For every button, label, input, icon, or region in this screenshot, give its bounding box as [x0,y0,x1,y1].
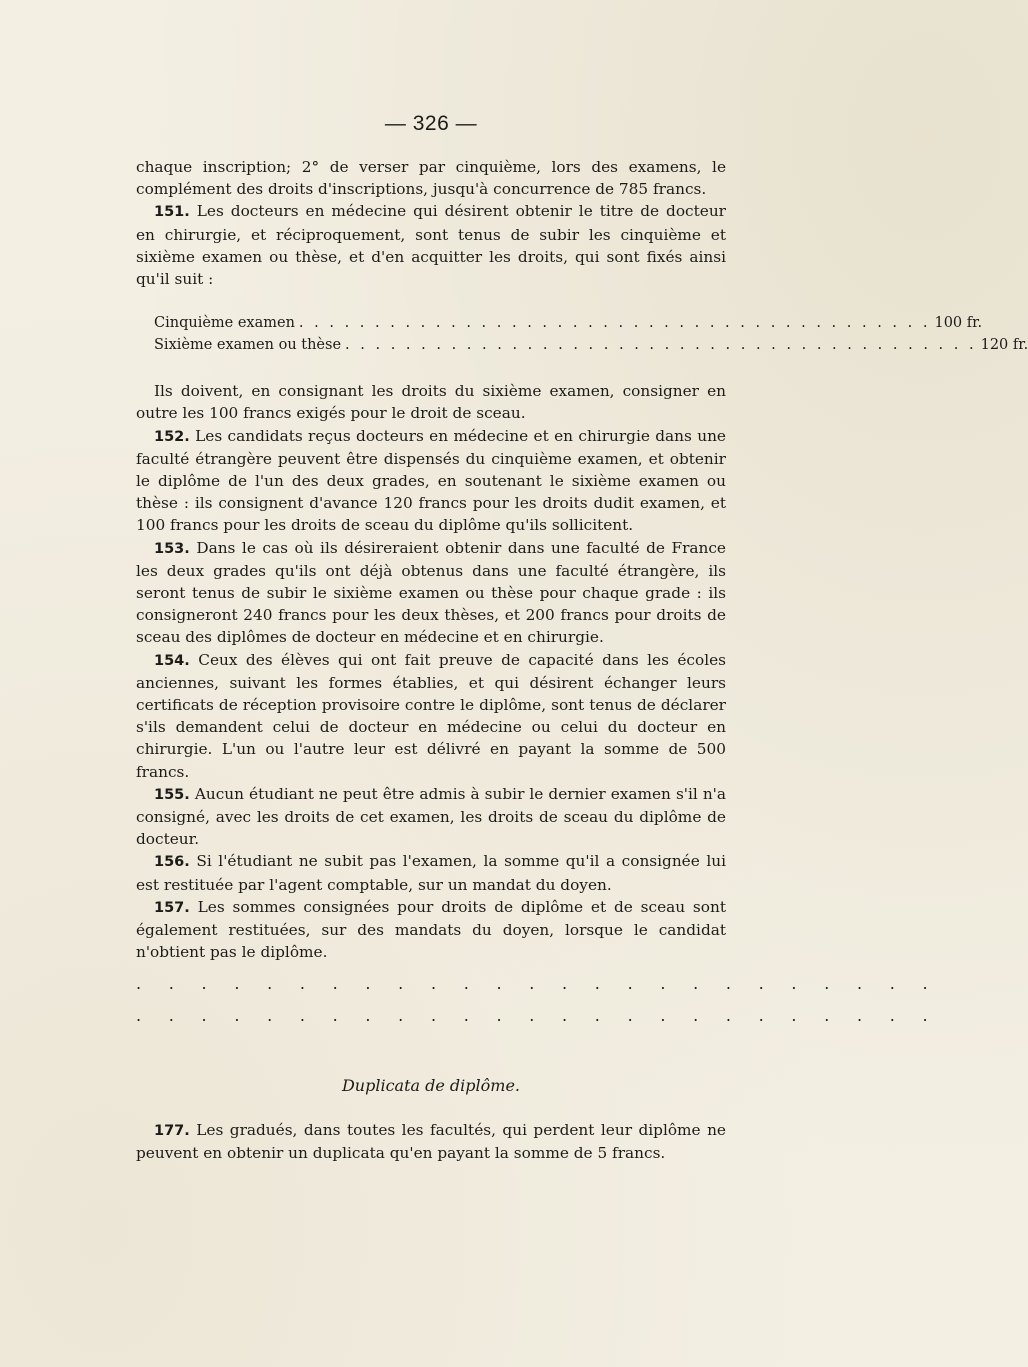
fee-label: Sixième examen ou thèse [154,337,342,354]
article-number: 155. [154,786,190,803]
article-text: Ceux des élèves qui ont fait preuve de capacité dans les écoles anciennes, suivant les formes établies, et qui désirent échanger leurs certificats de réception provisoire contre le diplôme, sont tenus de déclarer s'ils demandent celui de docteur en médecine ou celui du docteur en chirurgie. L'un ou l'autre leur est délivré en payant la somme de 500 francs. [136,650,726,781]
article-text: Aucun étudiant ne peut être admis à subir le dernier examen s'il n'a consigné, avec les droits de cet examen, les droits de sceau du diplôme de docteur. [136,784,726,849]
fee-row [154,312,983,334]
fee-row [154,334,1028,356]
article-text: Si l'étudiant ne subit pas l'examen, la somme qu'il a consignée lui est restituée par l'agent comptable, sur un mandat du doyen. [136,852,726,894]
fee-amount: 100 fr. [934,315,983,332]
omission-dots: . . . . . . . . . . . . . . . . . . . . . . . . . [136,1005,939,1025]
article-number: 177. [154,1122,190,1139]
article-text: Les gradués, dans toutes les facultés, qui perdent leur diplôme ne peuvent en obtenir un duplicata qu'en payant la somme de 5 francs. [136,1120,726,1162]
article-text: Les candidats reçus docteurs en médecine et en chirurgie dans une faculté étrangère peuvent être dispensés du cinquième examen, et obtenir le diplôme de l'un des deux grades, en soutenant le sixième examen ou thèse : ils consignent d'avance 120 francs pour les droits dudit examen, et 100 francs pour les droits de sceau du diplôme qu'ils sollicitent. [136,426,726,535]
section-title: Duplicata de diplôme. [341,1075,521,1095]
intro-paragraph: chaque inscription; 2° de verser par cinquième, lors des examens, le complément des droits d'inscriptions, jusqu'à concurrence de 785 francs. [136,158,726,199]
article-153 [136,537,726,649]
article-text: Dans le cas où ils désireraient obtenir dans une faculté de France les deux grades qu'ils ont déjà obtenus dans une faculté étrangère, ils seront tenus de subir le sixième examen ou thèse pour chaque grade : ils consigneront 240 francs pour les deux thèses, et 200 francs pour droits de sceau des diplômes de docteur en médecine et en chirurgie. [136,538,726,647]
article-number: 151. [154,204,190,221]
fee-label: Cinquième examen [154,315,295,332]
article-154 [136,649,726,783]
article-number: 156. [154,854,190,871]
article-155 [136,783,726,851]
leader-dots: . . . . . . . . . . . . . . . . . . . . . . . . . . . . . . . . . . . . . . . . . . [345,337,977,354]
article-152 [136,425,726,537]
omission-dots: . . . . . . . . . . . . . . . . . . . . . . . . . [136,973,939,993]
after-fees-paragraph: Ils doivent, en consignant les droits du sixième examen, consigner en outre les 100 francs exigés pour le droit de sceau. [136,382,726,423]
leader-dots: . . . . . . . . . . . . . . . . . . . . . . . . . . . . . . . . . . . . . . . . . . [298,315,931,332]
document-page [136,112,1028,1164]
fee-table [154,312,1028,356]
article-156 [136,850,726,895]
page-number: — 326 — [384,112,478,135]
article-number: 157. [154,899,190,916]
article-number: 153. [154,540,190,557]
article-157 [136,896,726,964]
article-text: Les docteurs en médecine qui désirent obtenir le titre de docteur en chirurgie, et réciproquement, sont tenus de subir les cinquième et sixième examen ou thèse, et d'en acquitter les droits, qui sont fixés ainsi qu'il suit : [136,202,726,289]
article-text: Les sommes consignées pour droits de diplôme et de sceau sont également restituées, sur des mandats du doyen, lorsque le candidat n'obtient pas le diplôme. [136,897,726,962]
article-151 [136,200,726,290]
fee-amount: 120 fr. [980,337,1028,354]
article-number: 152. [154,428,190,445]
article-177 [136,1119,726,1164]
article-number: 154. [154,652,190,669]
